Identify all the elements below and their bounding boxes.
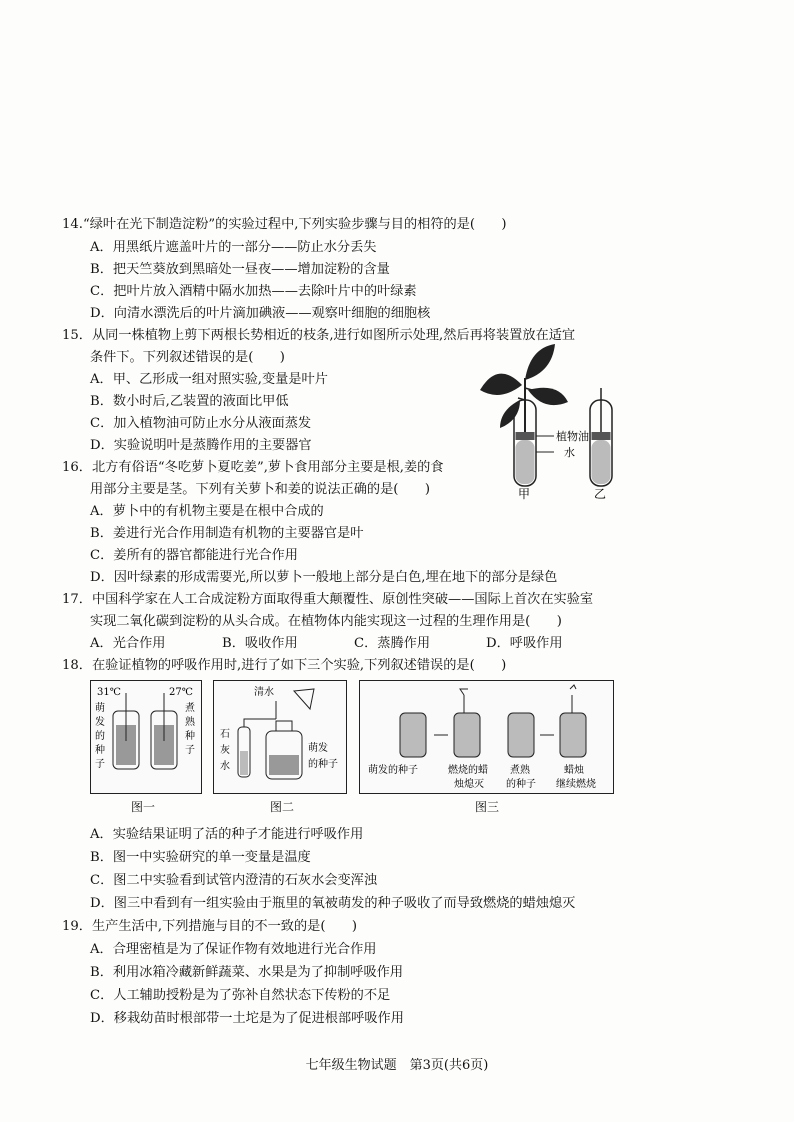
water-label-fig2: 清水 <box>254 687 274 698</box>
question-17-option-d: D．呼吸作用 <box>486 636 563 651</box>
fig3-label-3b: 的种子 <box>506 779 536 790</box>
question-17-option-b: B．吸收作用 <box>222 636 298 651</box>
question-19-option-c: C．人工辅助授粉是为了弥补自然状态下传粉的不足 <box>90 988 391 1003</box>
question-18-stem: 18．在验证植物的呼吸作用时,进行了如下三个实验,下列叙述错误的是( ) <box>62 658 507 673</box>
svg-text:灰: 灰 <box>220 745 230 756</box>
figure-2-box <box>213 680 347 794</box>
question-15-option-b: B．数小时后,乙装置的液面比甲低 <box>90 394 289 409</box>
yi-label: 乙 <box>594 487 607 500</box>
svg-text:石: 石 <box>220 729 230 740</box>
svg-text:发: 发 <box>95 717 105 728</box>
question-18-option-b: B．图一中实验研究的单一变量是温度 <box>90 850 311 865</box>
temp-31: 31℃ <box>97 687 121 698</box>
figure-3-box <box>359 680 614 794</box>
question-16-option-c: C．姜所有的器官都能进行光合作用 <box>90 548 298 563</box>
svg-text:水: 水 <box>220 761 230 772</box>
fig3-label-1: 萌发的种子 <box>368 765 418 776</box>
question-14-option-b: B．把天竺葵放到黑暗处一昼夜——增加淀粉的含量 <box>90 262 390 277</box>
question-16-stem-1: 16．北方有俗语“冬吃萝卜夏吃姜”,萝卜食用部分主要是根,姜的食 <box>62 460 444 475</box>
question-15-stem-1: 15．从同一株植物上剪下两根长势相近的枝条,进行如图所示处理,然后再将装置放在适宜 <box>62 328 576 343</box>
question-19-stem: 19．生产生活中,下列措施与目的不一致的是( ) <box>62 919 358 934</box>
question-16-stem-2: 用部分主要是茎。下列有关萝卜和姜的说法正确的是( ) <box>90 482 430 497</box>
svg-text:子: 子 <box>185 745 195 756</box>
oil-label: 植物油 <box>556 430 589 443</box>
svg-text:熟: 熟 <box>185 717 195 728</box>
question-14-option-a: A．用黑纸片遮盖叶片的一部分——防止水分丢失 <box>90 240 377 255</box>
svg-text:萌: 萌 <box>95 703 105 714</box>
question-18-option-d: D．图三中看到有一组实验由于瓶里的氧被萌发的种子吸收了而导致燃烧的蜡烛熄灭 <box>90 896 576 911</box>
question-14-option-c: C．把叶片放入酒精中隔水加热——去除叶片中的叶绿素 <box>90 284 417 299</box>
question-14-option-d: D．向清水漂洗后的叶片滴加碘液——观察叶细胞的细胞核 <box>90 306 431 321</box>
fig3-label-4a: 蜡烛 <box>564 765 584 776</box>
question-14-stem: 14.“绿叶在光下制造淀粉”的实验过程中,下列实验步骤与目的相符的是( ) <box>62 217 507 232</box>
figure-1-box <box>90 680 202 794</box>
svg-text:子: 子 <box>95 759 105 770</box>
question-15-option-a: A．甲、乙形成一组对照实验,变量是叶片 <box>90 372 328 387</box>
fig3-label-3a: 煮熟 <box>510 765 530 776</box>
svg-text:萌发: 萌发 <box>308 743 328 754</box>
question-17-option-a: A．光合作用 <box>90 636 166 651</box>
fig3-label-2a: 燃烧的蜡 <box>448 765 488 776</box>
question-16-option-a: A．萝卜中的有机物主要是在根中合成的 <box>90 504 324 519</box>
figure-1-caption: 图一 <box>131 800 156 814</box>
question-18-option-a: A．实验结果证明了活的种子才能进行呼吸作用 <box>90 827 364 842</box>
fig3-label-2b: 烛熄灭 <box>454 779 484 790</box>
svg-text:种: 种 <box>95 745 105 756</box>
question-18-option-c: C．图二中实验看到试管内澄清的石灰水会变浑浊 <box>90 873 378 888</box>
transpiration-figure <box>470 340 640 500</box>
question-19-option-a: A．合理密植是为了保证作物有效地进行光合作用 <box>90 942 377 957</box>
question-19-option-d: D．移栽幼苗时根部带一土坨是为了促进根部呼吸作用 <box>90 1011 404 1026</box>
question-15-stem-2: 条件下。下列叙述错误的是( ) <box>90 350 285 365</box>
page-footer: 七年级生物试题 第3页(共6页) <box>305 1058 489 1073</box>
fig3-label-4b: 继续燃烧 <box>556 779 596 790</box>
question-17-stem-2: 实现二氧化碳到淀粉的从头合成。在植物体内能实现这一过程的生理作用是( ) <box>90 614 562 629</box>
question-17-stem-1: 17．中国科学家在人工合成淀粉方面取得重大颠覆性、原创性突破——国际上首次在实验室 <box>62 592 594 607</box>
question-15-option-c: C．加入植物油可防止水分从液面蒸发 <box>90 416 312 431</box>
temp-27: 27℃ <box>169 687 193 698</box>
figure-3-caption: 图三 <box>475 800 500 814</box>
water-label: 水 <box>564 446 575 459</box>
svg-text:煮: 煮 <box>185 703 195 714</box>
svg-text:的种子: 的种子 <box>308 759 338 770</box>
question-16-option-d: D．因叶绿素的形成需要光,所以萝卜一般地上部分是白色,埋在地下的部分是绿色 <box>90 570 558 585</box>
svg-text:种: 种 <box>185 731 195 742</box>
svg-text:的: 的 <box>95 731 105 742</box>
question-17-option-c: C．蒸腾作用 <box>354 636 431 651</box>
question-19-option-b: B．利用冰箱冷藏新鲜蔬菜、水果是为了抑制呼吸作用 <box>90 965 404 980</box>
question-15-option-d: D．实验说明叶是蒸腾作用的主要器官 <box>90 438 312 453</box>
jia-label: 甲 <box>518 487 531 500</box>
question-16-option-b: B．姜进行光合作用制造有机物的主要器官是叶 <box>90 526 364 541</box>
figure-2-caption: 图二 <box>270 800 295 814</box>
